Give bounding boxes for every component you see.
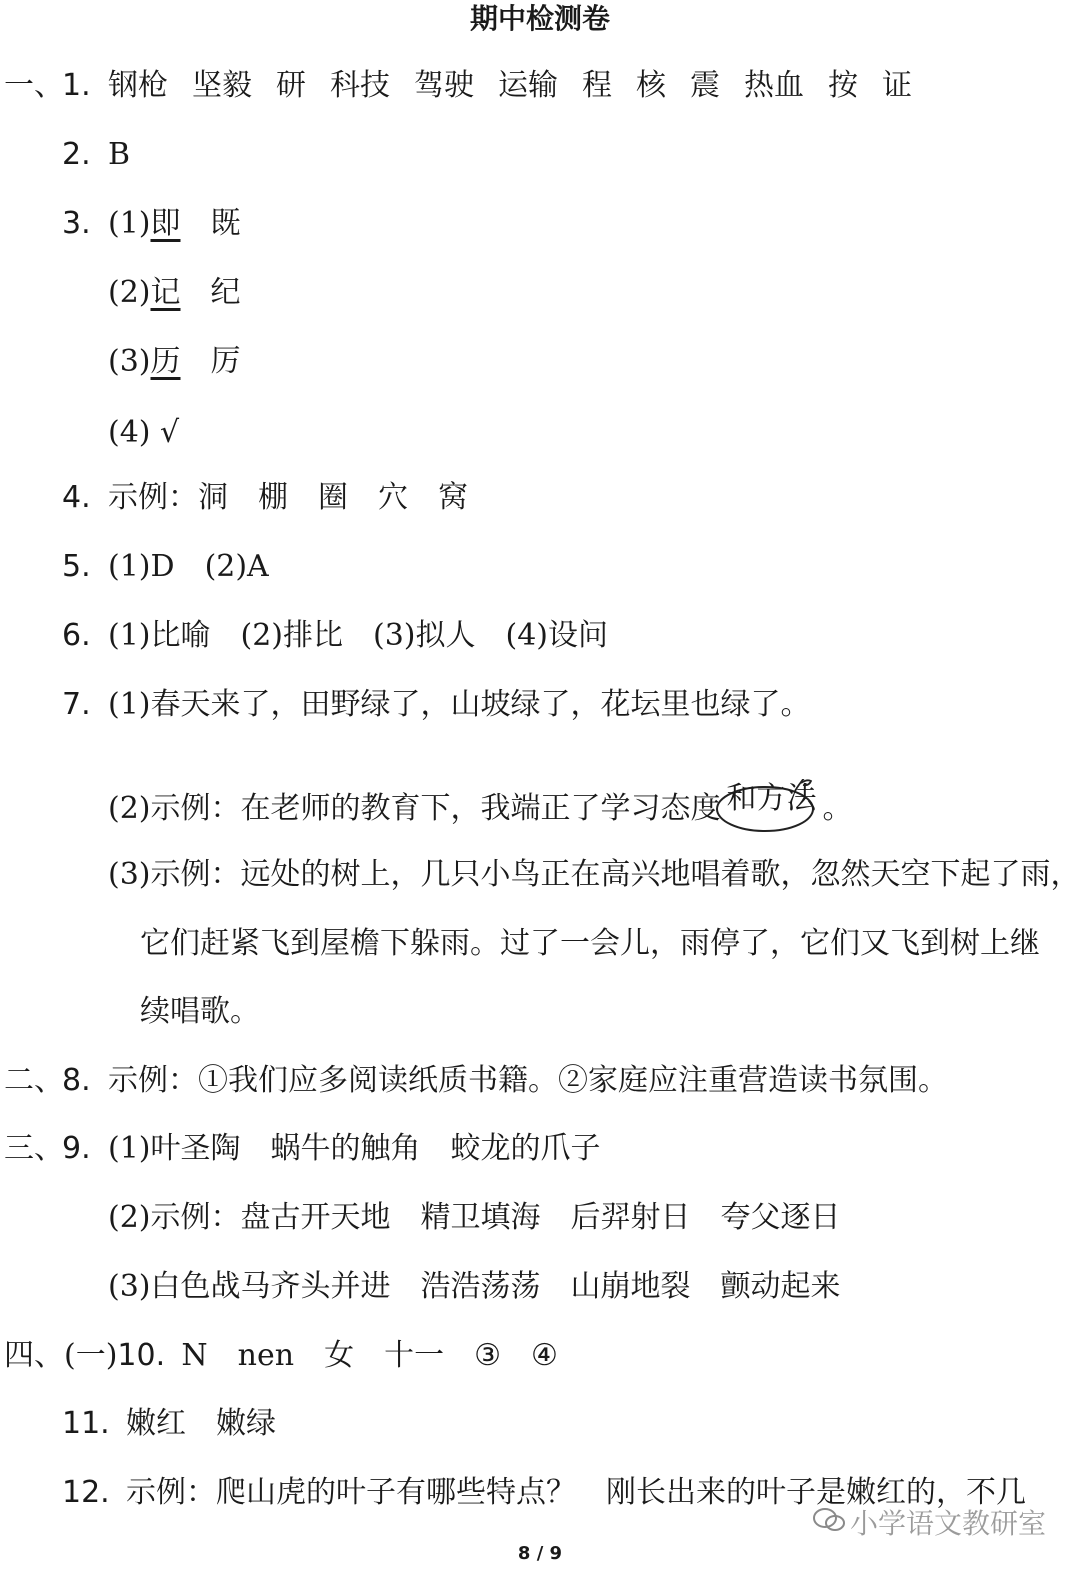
- answer-part: 浩浩荡荡: [420, 1269, 541, 1304]
- question-8: [4, 1061, 948, 1101]
- answer-part: 山崩地裂: [570, 1269, 691, 1304]
- question-5: [62, 547, 269, 587]
- answer-part: 嫩红: [126, 1406, 186, 1441]
- question-number: 1.: [62, 68, 91, 103]
- question-3-item-3: [108, 342, 241, 382]
- wrong-char: 即: [150, 206, 181, 241]
- answer-part: (1)比喻: [108, 618, 211, 653]
- period: 。: [822, 791, 853, 826]
- wrong-char: 记: [150, 275, 181, 310]
- answer-part: (1)D: [108, 549, 175, 584]
- question-number: 5.: [62, 549, 91, 584]
- list-item: 运输: [498, 68, 558, 103]
- question-2: [62, 135, 130, 175]
- list-item: nen: [237, 1338, 295, 1373]
- question-number: 7.: [62, 687, 91, 722]
- list-item: 按: [828, 68, 858, 103]
- answer-text: 刚长出来的叶子是嫩红的，不几: [606, 1475, 1026, 1510]
- list-item: 圈: [318, 480, 348, 515]
- list-item: 科技: [330, 68, 390, 103]
- answer-part: 夸父逐日: [720, 1200, 841, 1235]
- circled-insertion: [721, 781, 823, 829]
- section-marker: 二、: [4, 1063, 64, 1098]
- question-number: 11.: [62, 1406, 110, 1441]
- question-7-part-3-line-3: [140, 992, 260, 1032]
- list-item: 驾驶: [414, 68, 474, 103]
- answer-part: (3)拟人: [373, 618, 476, 653]
- item-label: (2): [108, 275, 151, 310]
- item-label: (4): [108, 415, 151, 450]
- item-label: (1): [108, 206, 151, 241]
- answer-text: 续唱歌。: [140, 994, 260, 1029]
- question-text: 示例：爬山虎的叶子有哪些特点？: [126, 1475, 576, 1510]
- list-item: N: [181, 1338, 208, 1373]
- wechat-icon: [812, 1506, 846, 1534]
- word-list: [198, 480, 498, 515]
- list-item: 震: [690, 68, 720, 103]
- list-item: 窝: [438, 480, 468, 515]
- question-3-item-2: [108, 273, 241, 313]
- answer-part: (3)白色战马齐头并进: [108, 1269, 391, 1304]
- answer-part: 蜗牛的触角: [270, 1131, 421, 1166]
- answer-text: 它们赶紧飞到屋檐下躲雨。过了一会儿，雨停了，它们又飞到树上继: [140, 926, 1040, 961]
- list-item: ③: [474, 1338, 501, 1373]
- list-item: 棚: [258, 480, 288, 515]
- section-marker: 一、: [4, 68, 64, 103]
- answer-part: (2)A: [204, 549, 269, 584]
- list-item: 洞: [198, 480, 228, 515]
- question-3-item-4: [108, 413, 179, 453]
- answer-part: 后羿射日: [570, 1200, 691, 1235]
- question-1: [4, 66, 936, 106]
- check-mark: √: [160, 415, 180, 450]
- answer-text: (1)春天来了，田野绿了，山坡绿了，花坛里也绿了。: [108, 687, 811, 722]
- list-item: 核: [636, 68, 666, 103]
- question-9-part-3: [108, 1267, 841, 1307]
- answer-part: 蛟龙的爪子: [450, 1131, 601, 1166]
- correct-char: 纪: [210, 275, 241, 310]
- section-marker: 三、: [4, 1131, 64, 1166]
- answer-part: 颤动起来: [720, 1269, 841, 1304]
- question-number: 9.: [62, 1131, 91, 1166]
- question-number: 6.: [62, 618, 91, 653]
- question-7-part-2: [108, 781, 853, 829]
- question-number: 2.: [62, 137, 91, 172]
- question-number: 12.: [62, 1475, 110, 1510]
- question-9-part-1: [4, 1129, 601, 1169]
- question-number: 8.: [62, 1063, 91, 1098]
- wrong-char: 历: [150, 344, 181, 379]
- question-number: 3.: [62, 206, 91, 241]
- inserted-words: 和方法: [726, 781, 817, 816]
- list-item: 坚毅: [192, 68, 252, 103]
- list-item: 热血: [744, 68, 804, 103]
- list-item: 钢枪: [108, 68, 168, 103]
- question-7-part-3-line-2: [140, 924, 1040, 964]
- watermark: 小学语文教研室: [850, 1507, 1047, 1540]
- list-item: 女: [324, 1338, 355, 1373]
- list-item: 证: [882, 68, 912, 103]
- question-6: [62, 616, 608, 656]
- answer-part: (4)设问: [505, 618, 608, 653]
- list-item: 穴: [378, 480, 408, 515]
- list-item: 十一: [384, 1338, 445, 1373]
- answer-part: 精卫填海: [420, 1200, 541, 1235]
- question-number: 4.: [62, 480, 91, 515]
- page-title: 期中检测卷: [469, 2, 610, 35]
- item-label: (3): [108, 344, 151, 379]
- answer-part: (2)排比: [240, 618, 343, 653]
- answer: B: [108, 137, 131, 172]
- question-9-part-2: [108, 1198, 841, 1238]
- example-prefix: 示例：: [108, 480, 198, 515]
- question-11: [62, 1404, 276, 1444]
- list-item: ④: [530, 1338, 558, 1373]
- question-number: 10.: [117, 1338, 166, 1373]
- page-number: 8 / 9: [517, 1543, 563, 1564]
- answer-part: (1)叶圣陶: [108, 1131, 241, 1166]
- question-10: [4, 1336, 588, 1376]
- list-item: 程: [582, 68, 612, 103]
- word-list: [108, 68, 936, 103]
- correct-char: 厉: [210, 344, 241, 379]
- question-3-item-1: [62, 204, 241, 244]
- question-7-part-1: [62, 685, 811, 725]
- answer-text: 示例：①我们应多阅读纸质书籍。②家庭应注重营造读书氛围。: [108, 1063, 948, 1098]
- section-marker: 四、(一): [4, 1338, 118, 1373]
- answer-list: [181, 1338, 587, 1373]
- answer-text: (3)示例：远处的树上，几只小鸟正在高兴地唱着歌，忽然天空下起了雨，: [108, 857, 1080, 892]
- answer-part: (2)示例：盘古开天地: [108, 1200, 391, 1235]
- correct-char: 既: [210, 206, 241, 241]
- answer-text: (2)示例：在老师的教育下，我端正了学习态度: [108, 791, 721, 826]
- question-4: [62, 478, 498, 518]
- answer-part: 嫩绿: [216, 1406, 276, 1441]
- question-7-part-3-line-1: [108, 855, 1080, 895]
- list-item: 研: [276, 68, 306, 103]
